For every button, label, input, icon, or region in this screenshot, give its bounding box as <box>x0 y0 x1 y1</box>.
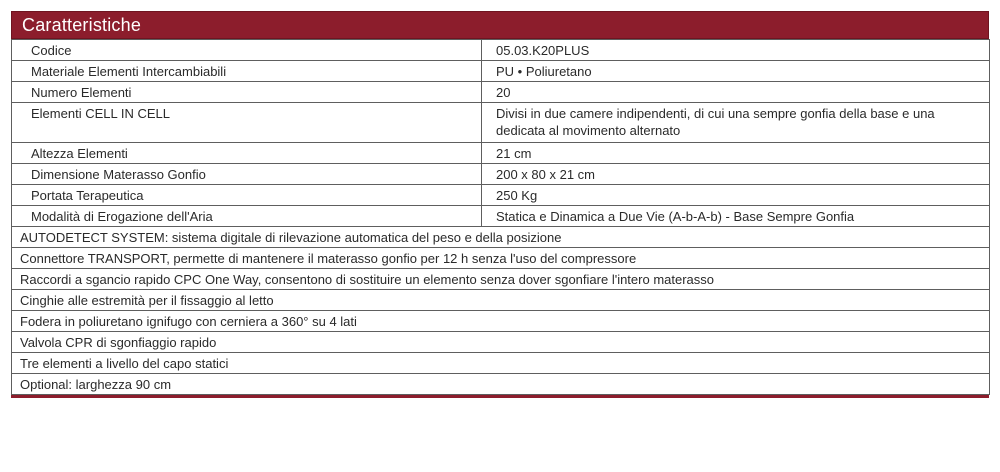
feature-text: Optional: larghezza 90 cm <box>12 374 990 395</box>
spec-value: 20 <box>482 82 990 103</box>
spec-value: 21 cm <box>482 143 990 164</box>
feature-text: Valvola CPR di sgonfiaggio rapido <box>12 332 990 353</box>
feature-text: Cinghie alle estremità per il fissaggio al letto <box>12 290 990 311</box>
spec-row-portata <box>12 185 990 206</box>
spec-label: Numero Elementi <box>12 82 482 103</box>
feature-text: Connettore TRANSPORT, permette di mantenere il materasso gonfio per 12 h senza l'uso del compressore <box>12 248 990 269</box>
spec-row-materiale <box>12 61 990 82</box>
spec-value: 05.03.K20PLUS <box>482 40 990 61</box>
feature-row <box>12 374 990 395</box>
spec-label: Portata Terapeutica <box>12 185 482 206</box>
spec-row-dimensione <box>12 164 990 185</box>
section-header <box>11 11 989 39</box>
feature-text: Tre elementi a livello del capo statici <box>12 353 990 374</box>
feature-row <box>12 248 990 269</box>
feature-row <box>12 332 990 353</box>
spec-label: Materiale Elementi Intercambiabili <box>12 61 482 82</box>
feature-text: Fodera in poliuretano ignifugo con cerniera a 360° su 4 lati <box>12 311 990 332</box>
feature-text: Raccordi a sgancio rapido CPC One Way, consentono di sostituire un elemento senza dover sgonfiare l'intero materasso <box>12 269 990 290</box>
spec-row-cell-in-cell <box>12 103 990 143</box>
spec-value: Statica e Dinamica a Due Vie (A-b-A-b) - Base Sempre Gonfia <box>482 206 990 227</box>
spec-label: Modalità di Erogazione dell'Aria <box>12 206 482 227</box>
bottom-border-strip <box>11 395 989 398</box>
feature-text: AUTODETECT SYSTEM: sistema digitale di rilevazione automatica del peso e della posizione <box>12 227 990 248</box>
feature-row <box>12 227 990 248</box>
feature-row <box>12 269 990 290</box>
spec-label: Altezza Elementi <box>12 143 482 164</box>
spec-value: Divisi in due camere indipendenti, di cui una sempre gonfia della base e una dedicata al movimento alternato <box>482 103 990 143</box>
specifications-table <box>11 39 990 395</box>
spec-value: 200 x 80 x 21 cm <box>482 164 990 185</box>
spec-value: 250 Kg <box>482 185 990 206</box>
feature-row <box>12 311 990 332</box>
spec-label: Dimensione Materasso Gonfio <box>12 164 482 185</box>
spec-row-modalita <box>12 206 990 227</box>
spec-row-altezza <box>12 143 990 164</box>
feature-row <box>12 353 990 374</box>
section-title: Caratteristiche <box>22 14 142 35</box>
spec-value: PU • Poliuretano <box>482 61 990 82</box>
spec-row-codice <box>12 40 990 61</box>
spec-row-numero-elementi <box>12 82 990 103</box>
spec-label: Elementi CELL IN CELL <box>12 103 482 143</box>
feature-row <box>12 290 990 311</box>
spec-label: Codice <box>12 40 482 61</box>
specifications-sheet <box>11 11 989 398</box>
